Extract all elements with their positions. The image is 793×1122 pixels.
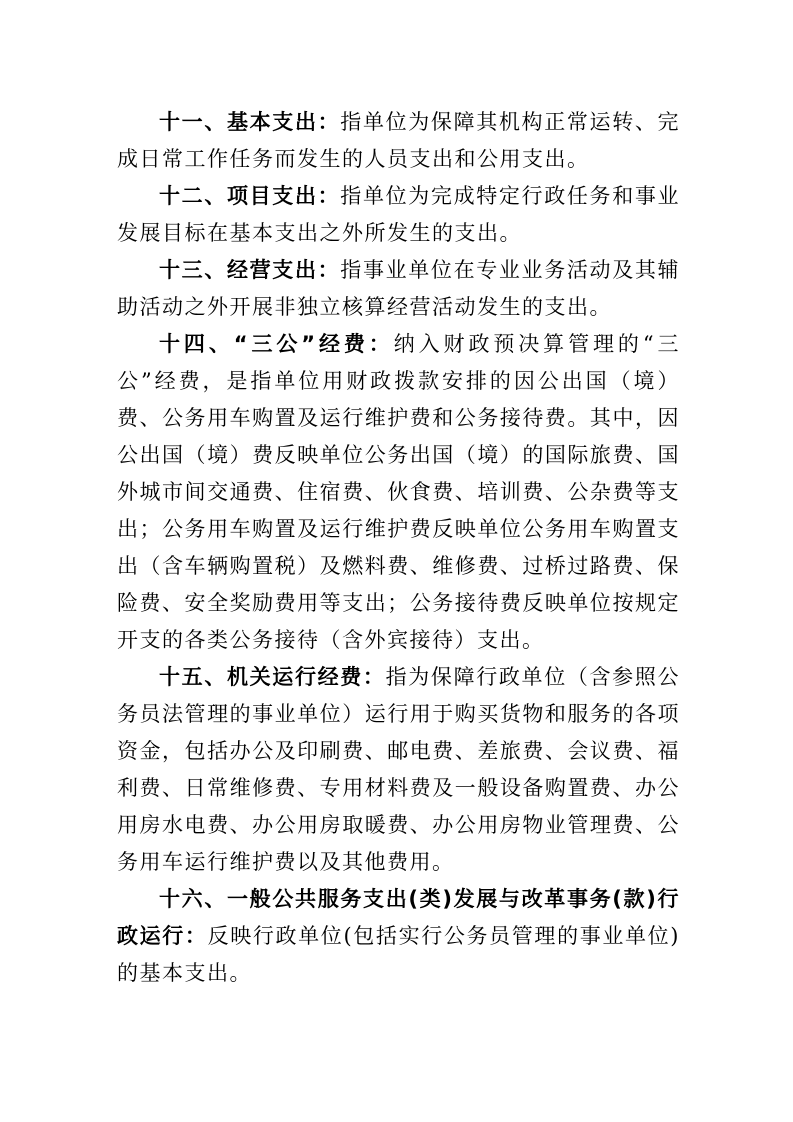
definition-paragraph-12: [117, 178, 680, 252]
definition-term: 十三、经营支出：: [159, 258, 341, 282]
definition-paragraph-14: [117, 326, 680, 659]
definition-text: 指为保障行政单位（含参照公务员法管理的事业单位）运行用于购买货物和服务的各项资金，包括办公及印刷费、邮电费、差旅费、会议费、福利费、日常维修费、专用材料费及一般设备购置费、办公用房水电费、办公用房取暖费、办公用房物业管理费、公务用车运行维护费以及其他费用。: [117, 665, 681, 874]
definition-text: 反映行政单位(包括实行公务员管理的事业单位)的基本支出。: [117, 924, 680, 985]
definition-term: 十一、基本支出：: [159, 110, 341, 134]
definition-paragraph-11: [117, 104, 680, 178]
definition-paragraph-16: [117, 881, 680, 992]
definition-term: 十六、一般公共服务支出(类)发展与改革事务(款)行政运行：: [117, 887, 680, 948]
definition-term: 十四、“三公”经费：: [159, 332, 394, 356]
definition-paragraph-13: [117, 252, 680, 326]
definition-text: 指事业单位在专业业务活动及其辅助活动之外开展非独立核算经营活动发生的支出。: [117, 258, 681, 319]
definition-term: 十五、机关运行经费：: [159, 665, 386, 689]
definition-text: 指单位为保障其机构正常运转、完成日常工作任务而发生的人员支出和公用支出。: [117, 110, 681, 171]
definition-text: 纳入财政预决算管理的“三公”经费，是指单位用财政拨款安排的因公出国（境）费、公务用车购置及运行维护费和公务接待费。其中，因公出国（境）费反映单位公务出国（境）的国际旅费、国外城市间交通费、住宿费、伙食费、培训费、公杂费等支出；公务用车购置及运行维护费反映单位公务用车购置支出（含车辆购置税）及燃料费、维修费、过桥过路费、保险费、安全奖励费用等支出；公务接待费反映单位按规定开支的各类公务接待（含外宾接待）支出。: [117, 332, 680, 652]
document-body: [117, 104, 680, 992]
definition-paragraph-15: [117, 659, 680, 881]
definition-term: 十二、项目支出：: [159, 184, 341, 208]
definition-text: 指单位为完成特定行政任务和事业发展目标在基本支出之外所发生的支出。: [117, 184, 681, 245]
